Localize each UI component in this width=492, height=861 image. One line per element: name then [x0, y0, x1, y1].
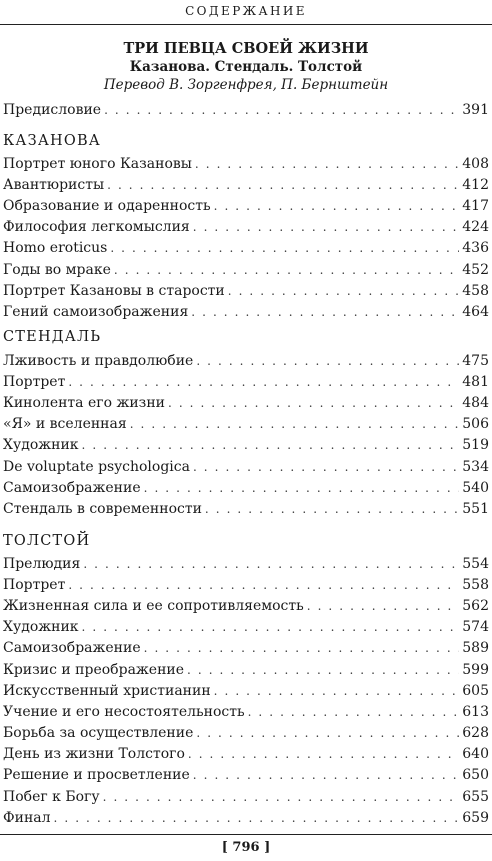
leader-dots	[103, 790, 460, 804]
toc-entry-page: 534	[462, 459, 489, 475]
leader-dots	[110, 241, 459, 255]
toc-entry[interactable]	[3, 501, 489, 521]
toc-entry[interactable]	[3, 598, 489, 618]
toc-entry[interactable]	[3, 283, 489, 303]
toc-entry-page: 540	[462, 480, 489, 496]
leader-dots	[114, 263, 459, 277]
toc-entry-page: 519	[462, 437, 489, 453]
leader-dots	[68, 375, 459, 389]
leader-dots	[228, 284, 460, 298]
top-rule	[0, 24, 492, 25]
toc-entry-page: 650	[462, 767, 489, 783]
toc-entry-label: Философия легкомыслия	[3, 219, 190, 235]
toc-entry-label: Самоизображение	[3, 480, 141, 496]
toc-entry[interactable]	[3, 619, 489, 639]
leader-dots	[307, 599, 460, 613]
toc-entry-label: Жизненная сила и ее сопротивляемость	[3, 598, 304, 614]
toc-entry-label: Финал	[3, 810, 51, 826]
toc-entry[interactable]	[3, 640, 489, 660]
leader-dots	[248, 705, 460, 719]
toc-entry-page: 506	[462, 416, 489, 432]
toc-entry[interactable]	[3, 437, 489, 457]
toc-entry[interactable]	[3, 304, 489, 324]
toc-entry-label: Прелюдия	[3, 556, 81, 572]
toc-entry[interactable]	[3, 156, 489, 176]
toc-entry-page: 391	[462, 102, 489, 118]
toc-entry-page: 458	[462, 283, 489, 299]
toc-entry-page: 659	[462, 810, 489, 826]
toc-entry-label: Учение и его несостоятельность	[3, 704, 245, 720]
toc-entry[interactable]	[3, 240, 489, 260]
toc-entry[interactable]	[3, 416, 489, 436]
leader-dots	[205, 502, 459, 516]
toc-entry[interactable]	[3, 177, 489, 197]
toc-entry-preface[interactable]	[3, 102, 489, 122]
leader-dots	[82, 438, 460, 452]
leader-dots	[196, 726, 459, 740]
toc-entry[interactable]	[3, 219, 489, 239]
toc-entry-label: Homo eroticus	[3, 240, 108, 256]
toc-entry[interactable]	[3, 725, 489, 745]
toc-entry-label: «Я» и вселенная	[3, 416, 127, 432]
toc-entry-page: 589	[462, 640, 489, 656]
leader-dots	[104, 103, 459, 117]
toc-entry-page: 599	[462, 662, 489, 678]
toc-entry[interactable]	[3, 683, 489, 703]
toc-entry[interactable]	[3, 395, 489, 415]
toc-entry-page: 484	[462, 395, 489, 411]
toc-entry-label: Портрет	[3, 577, 66, 593]
page-number: [ 796 ]	[221, 840, 271, 855]
toc-entry-page: 574	[462, 619, 489, 635]
leader-dots	[144, 481, 460, 495]
toc-entry-page: 613	[462, 704, 489, 720]
leader-dots	[214, 199, 460, 213]
translators-line: Перевод В. Зоргенфрея, П. Бернштейн	[103, 77, 389, 93]
toc-entry-page: 408	[462, 156, 489, 172]
toc-entry[interactable]	[3, 662, 489, 682]
running-head: СОДЕРЖАНИЕ	[185, 4, 307, 18]
leader-dots	[191, 305, 459, 319]
toc-entry[interactable]	[3, 262, 489, 282]
toc-entry[interactable]	[3, 198, 489, 218]
toc-entry-label: Художник	[3, 437, 79, 453]
toc-entry-page: 464	[462, 304, 489, 320]
toc-entry-label: Искусственный христианин	[3, 683, 211, 699]
toc-entry[interactable]	[3, 789, 489, 809]
toc-entry-page: 452	[462, 262, 489, 278]
toc-entry-page: 605	[462, 683, 489, 699]
leader-dots	[214, 684, 460, 698]
toc-entry-label: Самоизображение	[3, 640, 141, 656]
toc-entry-page: 417	[462, 198, 489, 214]
leader-dots	[144, 641, 460, 655]
leader-dots	[68, 578, 459, 592]
bottom-rule	[0, 834, 492, 835]
toc-entry-page: 481	[462, 374, 489, 390]
toc-entry[interactable]	[3, 459, 489, 479]
toc-entry[interactable]	[3, 746, 489, 766]
leader-dots	[83, 557, 459, 571]
section-heading-casanova: КАЗАНОВА	[3, 133, 101, 149]
leader-dots	[82, 620, 460, 634]
toc-entry[interactable]	[3, 353, 489, 373]
leader-dots	[188, 747, 459, 761]
toc-entry-label: Стендаль в современности	[3, 501, 202, 517]
leader-dots	[107, 178, 459, 192]
toc-entry-label: Борьба за осуществление	[3, 725, 194, 741]
toc-entry-label: Портрет юного Казановы	[3, 156, 192, 172]
toc-entry-page: 554	[462, 556, 489, 572]
toc-entry-label: Годы во мраке	[3, 262, 111, 278]
toc-entry-label: Гений самоизображения	[3, 304, 189, 320]
toc-entry-label: Художник	[3, 619, 79, 635]
toc-entry[interactable]	[3, 767, 489, 787]
section-heading-stendhal: СТЕНДАЛЬ	[3, 329, 102, 345]
toc-entry-label: Лживость и правдолюбие	[3, 353, 194, 369]
toc-entry-label: Кризис и преображение	[3, 662, 185, 678]
toc-entry[interactable]	[3, 556, 489, 576]
toc-entry-page: 412	[462, 177, 489, 193]
toc-entry-page: 558	[462, 577, 489, 593]
toc-entry-page: 640	[462, 746, 489, 762]
toc-entry-page: 475	[462, 353, 489, 369]
toc-entry[interactable]	[3, 374, 489, 394]
toc-entry-label: Предисловие	[3, 102, 102, 118]
leader-dots	[193, 220, 460, 234]
toc-entry-page: 424	[462, 219, 489, 235]
leader-dots	[54, 811, 460, 825]
book-title: ТРИ ПЕВЦА СВОЕЙ ЖИЗНИ	[123, 40, 369, 57]
toc-entry-page: 655	[462, 789, 489, 805]
toc-entry-label: Побег к Богу	[3, 789, 100, 805]
toc-entry[interactable]	[3, 704, 489, 724]
toc-entry-page: 562	[462, 598, 489, 614]
toc-entry[interactable]	[3, 480, 489, 500]
toc-entry-label: День из жизни Толстого	[3, 746, 185, 762]
leader-dots	[195, 157, 459, 171]
leader-dots	[168, 396, 459, 410]
toc-entry[interactable]	[3, 577, 489, 597]
toc-entry-label: Портрет Казановы в старости	[3, 283, 225, 299]
toc-entry-label: Образование и одаренность	[3, 198, 211, 214]
toc-entry-label: Авантюристы	[3, 177, 105, 193]
toc-entry-label: De voluptate psychologica	[3, 459, 190, 475]
leader-dots	[193, 768, 459, 782]
toc-entry-page: 551	[462, 501, 489, 517]
leader-dots	[193, 460, 459, 474]
section-heading-tolstoy: ТОЛСТОЙ	[3, 533, 91, 549]
toc-entry-label: Портрет	[3, 374, 66, 390]
leader-dots	[196, 354, 459, 368]
leader-dots	[130, 417, 460, 431]
toc-entry-label: Решение и просветление	[3, 767, 190, 783]
book-subtitle: Казанова. Стендаль. Толстой	[129, 59, 363, 75]
toc-entry[interactable]	[3, 810, 489, 830]
toc-entry-page: 628	[462, 725, 489, 741]
toc-entry-page: 436	[462, 240, 489, 256]
leader-dots	[187, 663, 459, 677]
toc-entry-label: Кинолента его жизни	[3, 395, 165, 411]
